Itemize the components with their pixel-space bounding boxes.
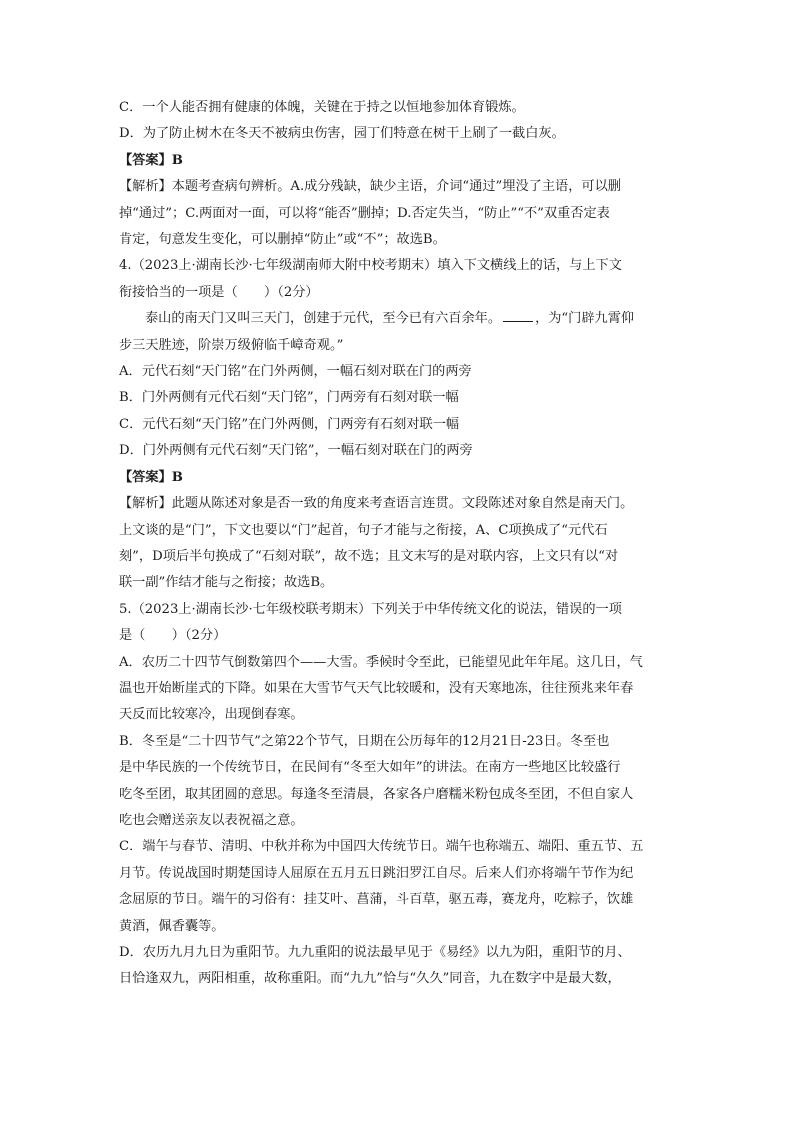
option-d-q5-line2: 日恰逢双九，两阳相重，故称重阳。而“九九”恰与“久久”同音，九在数字中是最大数， <box>119 971 621 987</box>
option-d-q3: D．为了防止树木在冬天不被病虫伤害，园丁们特意在树干上刷了一截白灰。 <box>119 126 565 142</box>
option-b-q5-line3: 吃冬至团，取其团圆的意思。每逢冬至清晨，各家各户磨糯米粉包成冬至团，不但自家人 <box>119 786 634 802</box>
analysis-q3-line1: 【解析】本题考查病句辨析。A.成分残缺，缺少主语，介词“通过”埋没了主语，可以删 <box>119 179 621 195</box>
analysis-q4-line3: 刻”，D项后半句换成了“石刻对联”，故不选；且文末写的是对联内容，上文只有以“对 <box>119 548 619 564</box>
analysis-q4-line2: 上文谈的是“门”，下文也要以“门”起首，句子才能与之衔接，A、C项换成了“元代石 <box>119 522 608 538</box>
passage-q4-line1 <box>119 306 682 332</box>
option-c-q5-line2: 月节。传说战国时期楚国诗人屈原在五月五日跳汨罗江自尽。后来人们亦将端午节作为纪 <box>119 865 634 881</box>
question-4-line2: 衔接恰当的一项是（ ）（2分） <box>119 284 319 300</box>
question-5-line1: 5.（2023上·湖南长沙·七年级校联考期末）下列关于中华传统文化的说法，错误的一项 <box>119 601 622 617</box>
option-d-q5-line1: D．农历九月九日为重阳节。九九重阳的说法最早见于《易经》以九为阳，重阳节的月、 <box>119 945 631 960</box>
answer-q3: 【答案】B <box>119 152 183 168</box>
option-a-q5-line2: 温也开始断崖式的下降。如果在大雪节气天气比较暖和，没有天寒地冻，往往预兆来年春 <box>119 680 634 696</box>
option-b-q5-line4: 吃也会赠送亲友以表祝福之意。 <box>119 812 304 828</box>
option-c-q5-line3: 念屈原的节日。端午的习俗有：挂艾叶、菖蒲，斗百草，驱五毒，赛龙舟，吃粽子，饮雄 <box>119 892 634 908</box>
question-4-line1: 4.（2023上·湖南长沙·七年级湖南师大附中校考期末）填入下文横线上的话，与上下文 <box>119 258 622 274</box>
option-a-q5-line1: A．农历二十四节气倒数第四个——大雪。季候时令至此，已能望见此年年尾。这几日，气 <box>119 654 643 670</box>
analysis-q4-line4: 联一副”作结才能与之衔接；故选B。 <box>119 575 334 591</box>
option-b-q4: B．门外两侧有元代石刻“天门铭”，门两旁有石刻对联一幅 <box>119 390 459 406</box>
option-d-q4: D．门外两侧有元代石刻“天门铭”，一幅石刻对联在门的两旁 <box>119 443 473 459</box>
answer-q4: 【答案】B <box>119 469 183 485</box>
passage-q4-line2: 步三天胜迹，阶崇万级俯临千嶂奇观。” <box>119 337 344 353</box>
option-a-q4: A．元代石刻“天门铭”在门外两侧，一幅石刻对联在门的两旁 <box>119 364 472 380</box>
option-c-q5-line4: 黄酒，佩香囊等。 <box>119 918 225 934</box>
option-b-q5-line2: 是中华民族的一个传统节日，在民间有“冬至大如年”的讲法。在南方一些地区比较盛行 <box>119 760 621 776</box>
option-a-q5-line3: 天反而比较寒冷，出现倒春寒。 <box>119 707 304 723</box>
option-c-q4: C．元代石刻“天门铭”在门外两侧，门两旁有石刻对联一幅 <box>119 416 460 432</box>
analysis-q3-line2: 掉“通过”；C.两面对一面，可以将“能否”删掉；D.否定失当，“防止”“不”双重否定表 <box>119 205 610 221</box>
fill-in-blank <box>503 309 533 322</box>
passage-q4-text-b: ，为“门辟九霄仰 <box>535 311 635 327</box>
analysis-q4-line1: 【解析】此题从陈述对象是否一致的角度来考查语言连贯。文段陈述对象自然是南天门。 <box>119 496 634 512</box>
analysis-q3-line3: 肯定，句意发生变化，可以删掉“防止”或“不”；故选B。 <box>119 232 446 248</box>
option-c-q3: C．一个人能否拥有健康的体魄，关键在于持之以恒地参加体育锻炼。 <box>119 100 525 115</box>
question-5-line2: 是（ ）（2分） <box>119 628 227 644</box>
option-b-q5-line1: B．冬至是“二十四节气”之第22个节气，日期在公历每年的12月21日-23日。冬至也 <box>119 733 610 749</box>
passage-q4-text-a: 泰山的南天门又叫三天门，创建于元代，至今已有六百余年。 <box>145 311 502 327</box>
option-c-q5-line1: C．端午与春节、清明、中秋并称为中国四大传统节日。端午也称端五、端阳、重五节、五 <box>119 839 644 855</box>
